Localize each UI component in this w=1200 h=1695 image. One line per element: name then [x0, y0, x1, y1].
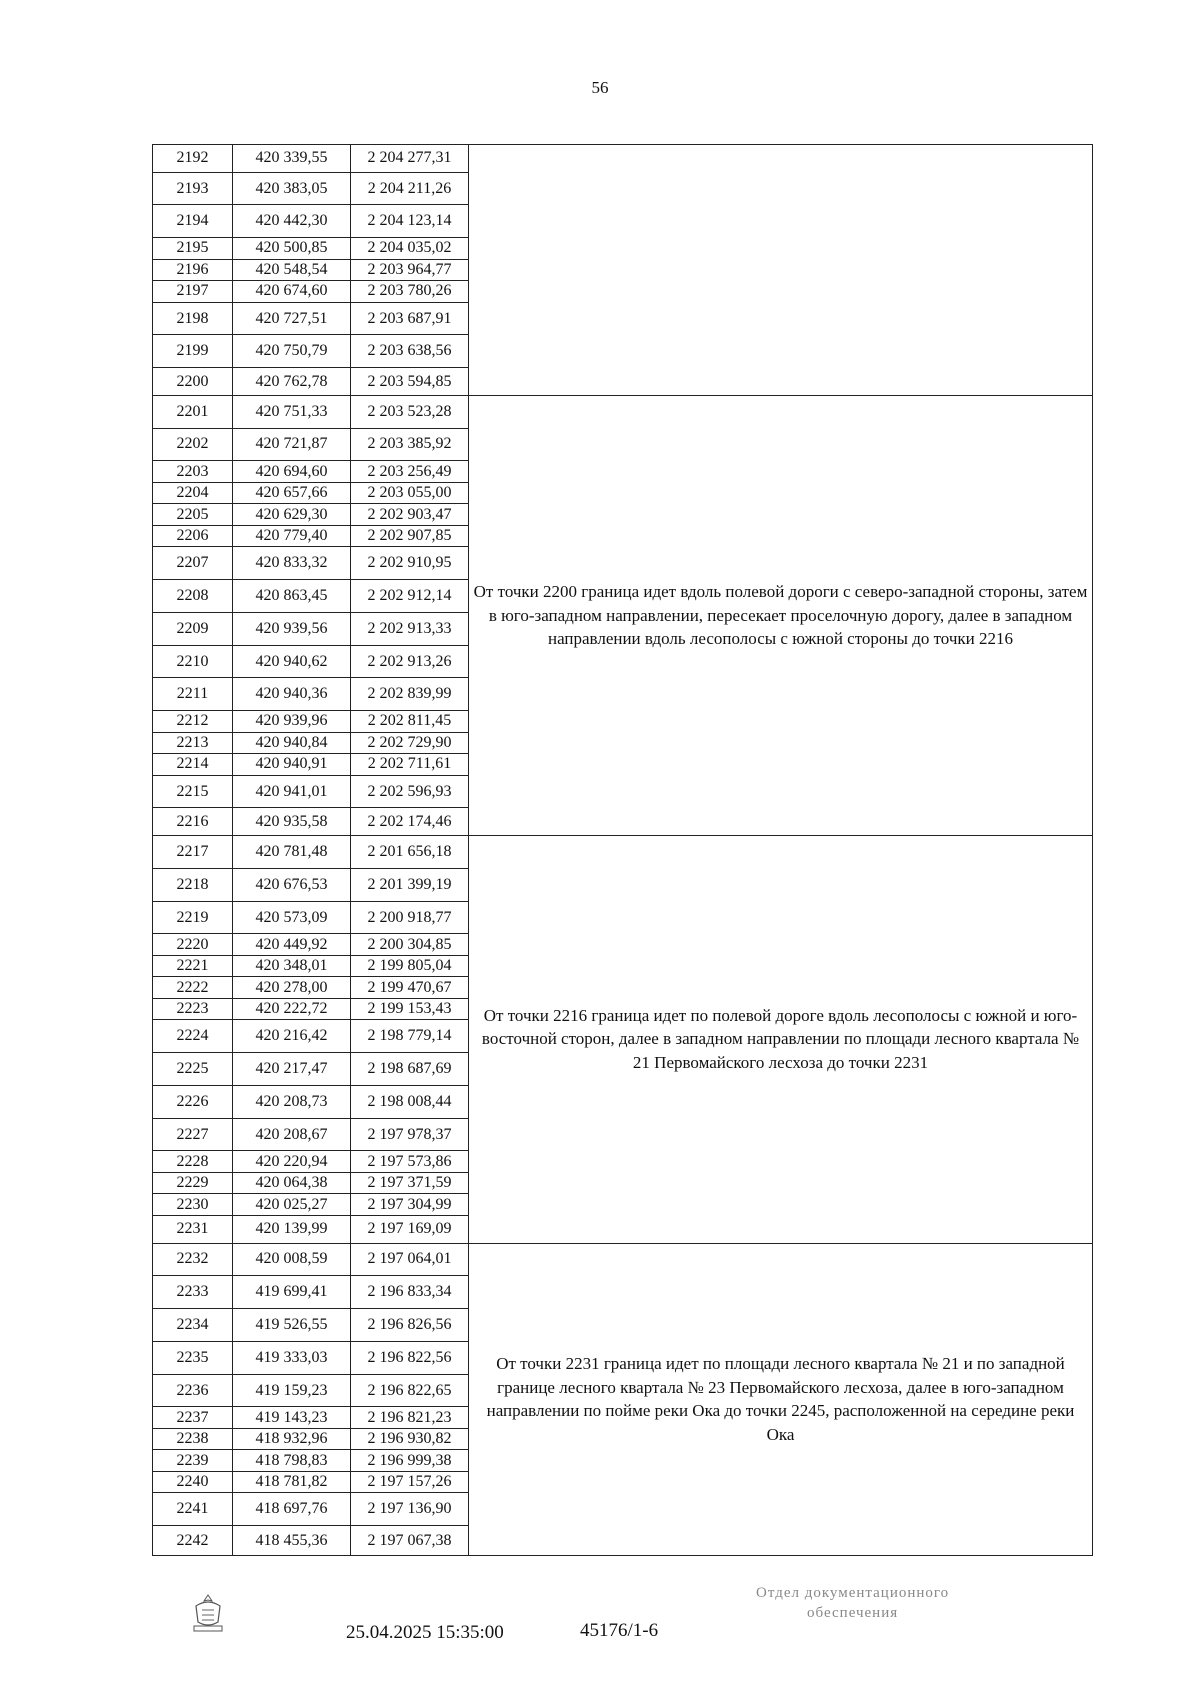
point-number-cell: 2230: [153, 1194, 233, 1216]
x-coordinate-cell: 419 699,41: [233, 1276, 351, 1309]
point-number-cell: 2201: [153, 395, 233, 428]
point-number-cell: 2196: [153, 259, 233, 281]
y-coordinate-cell: 2 204 123,14: [351, 205, 469, 238]
boundary-description: [469, 145, 1093, 396]
point-number-cell: 2199: [153, 335, 233, 368]
point-number-cell: 2203: [153, 461, 233, 483]
y-coordinate-cell: 2 203 687,91: [351, 302, 469, 335]
point-number-cell: 2202: [153, 428, 233, 461]
x-coordinate-cell: 420 208,67: [233, 1118, 351, 1151]
table-row: [153, 836, 1093, 869]
x-coordinate-cell: 420 940,62: [233, 645, 351, 678]
x-coordinate-cell: 420 220,94: [233, 1151, 351, 1173]
point-number-cell: 2223: [153, 998, 233, 1020]
y-coordinate-cell: 2 202 907,85: [351, 525, 469, 547]
x-coordinate-cell: 419 333,03: [233, 1341, 351, 1374]
y-coordinate-cell: 2 202 903,47: [351, 504, 469, 526]
x-coordinate-cell: 420 939,56: [233, 612, 351, 645]
y-coordinate-cell: 2 196 833,34: [351, 1276, 469, 1309]
point-number-cell: 2204: [153, 482, 233, 504]
y-coordinate-cell: 2 199 805,04: [351, 955, 469, 977]
x-coordinate-cell: 419 143,23: [233, 1407, 351, 1429]
point-number-cell: 2233: [153, 1276, 233, 1309]
point-number-cell: 2214: [153, 754, 233, 776]
point-number-cell: 2234: [153, 1309, 233, 1342]
x-coordinate-cell: 420 008,59: [233, 1243, 351, 1276]
coordinates-table: [152, 144, 1093, 1556]
emblem-icon: [188, 1592, 228, 1634]
point-number-cell: 2210: [153, 645, 233, 678]
y-coordinate-cell: 2 196 999,38: [351, 1450, 469, 1472]
y-coordinate-cell: 2 202 596,93: [351, 775, 469, 808]
x-coordinate-cell: 420 442,30: [233, 205, 351, 238]
x-coordinate-cell: 420 025,27: [233, 1194, 351, 1216]
y-coordinate-cell: 2 197 136,90: [351, 1493, 469, 1526]
x-coordinate-cell: 419 159,23: [233, 1374, 351, 1407]
point-number-cell: 2237: [153, 1407, 233, 1429]
x-coordinate-cell: 420 676,53: [233, 868, 351, 901]
y-coordinate-cell: 2 198 779,14: [351, 1020, 469, 1053]
point-number-cell: 2225: [153, 1053, 233, 1086]
point-number-cell: 2241: [153, 1493, 233, 1526]
y-coordinate-cell: 2 204 277,31: [351, 145, 469, 173]
point-number-cell: 2194: [153, 205, 233, 238]
x-coordinate-cell: 420 939,96: [233, 711, 351, 733]
x-coordinate-cell: 420 573,09: [233, 901, 351, 934]
point-number-cell: 2222: [153, 977, 233, 999]
y-coordinate-cell: 2 198 687,69: [351, 1053, 469, 1086]
y-coordinate-cell: 2 204 035,02: [351, 238, 469, 260]
point-number-cell: 2220: [153, 934, 233, 956]
y-coordinate-cell: 2 200 304,85: [351, 934, 469, 956]
x-coordinate-cell: 420 779,40: [233, 525, 351, 547]
x-coordinate-cell: 420 208,73: [233, 1085, 351, 1118]
point-number-cell: 2198: [153, 302, 233, 335]
y-coordinate-cell: 2 197 978,37: [351, 1118, 469, 1151]
point-number-cell: 2242: [153, 1526, 233, 1556]
x-coordinate-cell: 420 383,05: [233, 172, 351, 205]
page-number: 56: [591, 78, 609, 97]
y-coordinate-cell: 2 204 211,26: [351, 172, 469, 205]
x-coordinate-cell: 419 526,55: [233, 1309, 351, 1342]
boundary-description: От точки 2200 граница идет вдоль полевой дороги с северо-западной стороны, затем в юго-западном направлении, пересекает проселочную дорогу, далее в западном направлении вдоль лесополосы с южной стороны до точки 2216: [469, 395, 1093, 835]
x-coordinate-cell: 418 781,82: [233, 1471, 351, 1493]
x-coordinate-cell: 420 863,45: [233, 580, 351, 613]
y-coordinate-cell: 2 197 157,26: [351, 1471, 469, 1493]
point-number-cell: 2209: [153, 612, 233, 645]
y-coordinate-cell: 2 203 638,56: [351, 335, 469, 368]
point-number-cell: 2219: [153, 901, 233, 934]
point-number-cell: 2207: [153, 547, 233, 580]
x-coordinate-cell: 420 694,60: [233, 461, 351, 483]
x-coordinate-cell: 420 657,66: [233, 482, 351, 504]
boundary-description: От точки 2216 граница идет по полевой дороге вдоль лесополосы с южной и юго-восточной сторон, далее в западном направлении по площади лесного квартала № 21 Первомайского лесхоза до точки 2231: [469, 836, 1093, 1244]
point-number-cell: 2231: [153, 1215, 233, 1243]
point-number-cell: 2206: [153, 525, 233, 547]
x-coordinate-cell: 420 339,55: [233, 145, 351, 173]
y-coordinate-cell: 2 196 826,56: [351, 1309, 469, 1342]
point-number-cell: 2221: [153, 955, 233, 977]
x-coordinate-cell: 420 941,01: [233, 775, 351, 808]
point-number-cell: 2235: [153, 1341, 233, 1374]
x-coordinate-cell: 420 935,58: [233, 808, 351, 836]
point-number-cell: 2215: [153, 775, 233, 808]
y-coordinate-cell: 2 197 064,01: [351, 1243, 469, 1276]
y-coordinate-cell: 2 203 964,77: [351, 259, 469, 281]
y-coordinate-cell: 2 202 913,33: [351, 612, 469, 645]
y-coordinate-cell: 2 198 008,44: [351, 1085, 469, 1118]
y-coordinate-cell: 2 201 399,19: [351, 868, 469, 901]
x-coordinate-cell: 420 548,54: [233, 259, 351, 281]
x-coordinate-cell: 420 762,78: [233, 368, 351, 396]
x-coordinate-cell: 420 629,30: [233, 504, 351, 526]
y-coordinate-cell: 2 203 055,00: [351, 482, 469, 504]
point-number-cell: 2200: [153, 368, 233, 396]
y-coordinate-cell: 2 202 912,14: [351, 580, 469, 613]
y-coordinate-cell: 2 199 470,67: [351, 977, 469, 999]
y-coordinate-cell: 2 201 656,18: [351, 836, 469, 869]
y-coordinate-cell: 2 196 821,23: [351, 1407, 469, 1429]
y-coordinate-cell: 2 196 822,65: [351, 1374, 469, 1407]
x-coordinate-cell: 420 500,85: [233, 238, 351, 260]
footer-reference: 45176/1-6: [580, 1620, 659, 1641]
point-number-cell: 2226: [153, 1085, 233, 1118]
x-coordinate-cell: 420 750,79: [233, 335, 351, 368]
x-coordinate-cell: 418 455,36: [233, 1526, 351, 1556]
x-coordinate-cell: 420 721,87: [233, 428, 351, 461]
footer-date: 25.04.2025 15:35:00: [346, 1622, 504, 1643]
point-number-cell: 2239: [153, 1450, 233, 1472]
y-coordinate-cell: 2 202 711,61: [351, 754, 469, 776]
department-stamp: [756, 1583, 949, 1624]
x-coordinate-cell: 418 697,76: [233, 1493, 351, 1526]
x-coordinate-cell: 420 940,36: [233, 678, 351, 711]
point-number-cell: 2229: [153, 1172, 233, 1194]
y-coordinate-cell: 2 196 930,82: [351, 1428, 469, 1450]
x-coordinate-cell: 420 674,60: [233, 281, 351, 303]
y-coordinate-cell: 2 202 913,26: [351, 645, 469, 678]
point-number-cell: 2197: [153, 281, 233, 303]
boundary-description: От точки 2231 граница идет по площади лесного квартала № 21 и по западной границе лесного квартала № 23 Первомайского лесхоза, далее в юго-западном направлении по пойме реки Ока до точки 2245, расположенной на середине реки Ока: [469, 1243, 1093, 1555]
point-number-cell: 2232: [153, 1243, 233, 1276]
y-coordinate-cell: 2 203 385,92: [351, 428, 469, 461]
x-coordinate-cell: 420 222,72: [233, 998, 351, 1020]
point-number-cell: 2212: [153, 711, 233, 733]
x-coordinate-cell: 420 940,91: [233, 754, 351, 776]
x-coordinate-cell: 418 932,96: [233, 1428, 351, 1450]
x-coordinate-cell: 420 833,32: [233, 547, 351, 580]
y-coordinate-cell: 2 196 822,56: [351, 1341, 469, 1374]
point-number-cell: 2208: [153, 580, 233, 613]
y-coordinate-cell: 2 199 153,43: [351, 998, 469, 1020]
point-number-cell: 2193: [153, 172, 233, 205]
y-coordinate-cell: 2 203 256,49: [351, 461, 469, 483]
point-number-cell: 2211: [153, 678, 233, 711]
point-number-cell: 2236: [153, 1374, 233, 1407]
x-coordinate-cell: 420 064,38: [233, 1172, 351, 1194]
y-coordinate-cell: 2 203 780,26: [351, 281, 469, 303]
x-coordinate-cell: 420 727,51: [233, 302, 351, 335]
table-row: [153, 1243, 1093, 1276]
table-row: [153, 395, 1093, 428]
x-coordinate-cell: 420 216,42: [233, 1020, 351, 1053]
x-coordinate-cell: 420 751,33: [233, 395, 351, 428]
point-number-cell: 2192: [153, 145, 233, 173]
x-coordinate-cell: 420 217,47: [233, 1053, 351, 1086]
x-coordinate-cell: 420 139,99: [233, 1215, 351, 1243]
x-coordinate-cell: 420 781,48: [233, 836, 351, 869]
y-coordinate-cell: 2 202 910,95: [351, 547, 469, 580]
x-coordinate-cell: 420 278,00: [233, 977, 351, 999]
y-coordinate-cell: 2 200 918,77: [351, 901, 469, 934]
point-number-cell: 2227: [153, 1118, 233, 1151]
y-coordinate-cell: 2 202 729,90: [351, 732, 469, 754]
point-number-cell: 2218: [153, 868, 233, 901]
y-coordinate-cell: 2 197 304,99: [351, 1194, 469, 1216]
stamp-line-2: обеспечения: [807, 1605, 899, 1622]
y-coordinate-cell: 2 197 169,09: [351, 1215, 469, 1243]
stamp-line-1: Отдел документационного: [756, 1585, 950, 1601]
point-number-cell: 2238: [153, 1428, 233, 1450]
point-number-cell: 2217: [153, 836, 233, 869]
x-coordinate-cell: 420 449,92: [233, 934, 351, 956]
point-number-cell: 2240: [153, 1471, 233, 1493]
y-coordinate-cell: 2 203 594,85: [351, 368, 469, 396]
point-number-cell: 2216: [153, 808, 233, 836]
x-coordinate-cell: 420 940,84: [233, 732, 351, 754]
y-coordinate-cell: 2 197 067,38: [351, 1526, 469, 1556]
point-number-cell: 2195: [153, 238, 233, 260]
y-coordinate-cell: 2 202 811,45: [351, 711, 469, 733]
point-number-cell: 2228: [153, 1151, 233, 1173]
point-number-cell: 2213: [153, 732, 233, 754]
y-coordinate-cell: 2 202 174,46: [351, 808, 469, 836]
y-coordinate-cell: 2 203 523,28: [351, 395, 469, 428]
table-row: [153, 145, 1093, 173]
y-coordinate-cell: 2 197 371,59: [351, 1172, 469, 1194]
point-number-cell: 2224: [153, 1020, 233, 1053]
x-coordinate-cell: 418 798,83: [233, 1450, 351, 1472]
y-coordinate-cell: 2 202 839,99: [351, 678, 469, 711]
y-coordinate-cell: 2 197 573,86: [351, 1151, 469, 1173]
x-coordinate-cell: 420 348,01: [233, 955, 351, 977]
point-number-cell: 2205: [153, 504, 233, 526]
